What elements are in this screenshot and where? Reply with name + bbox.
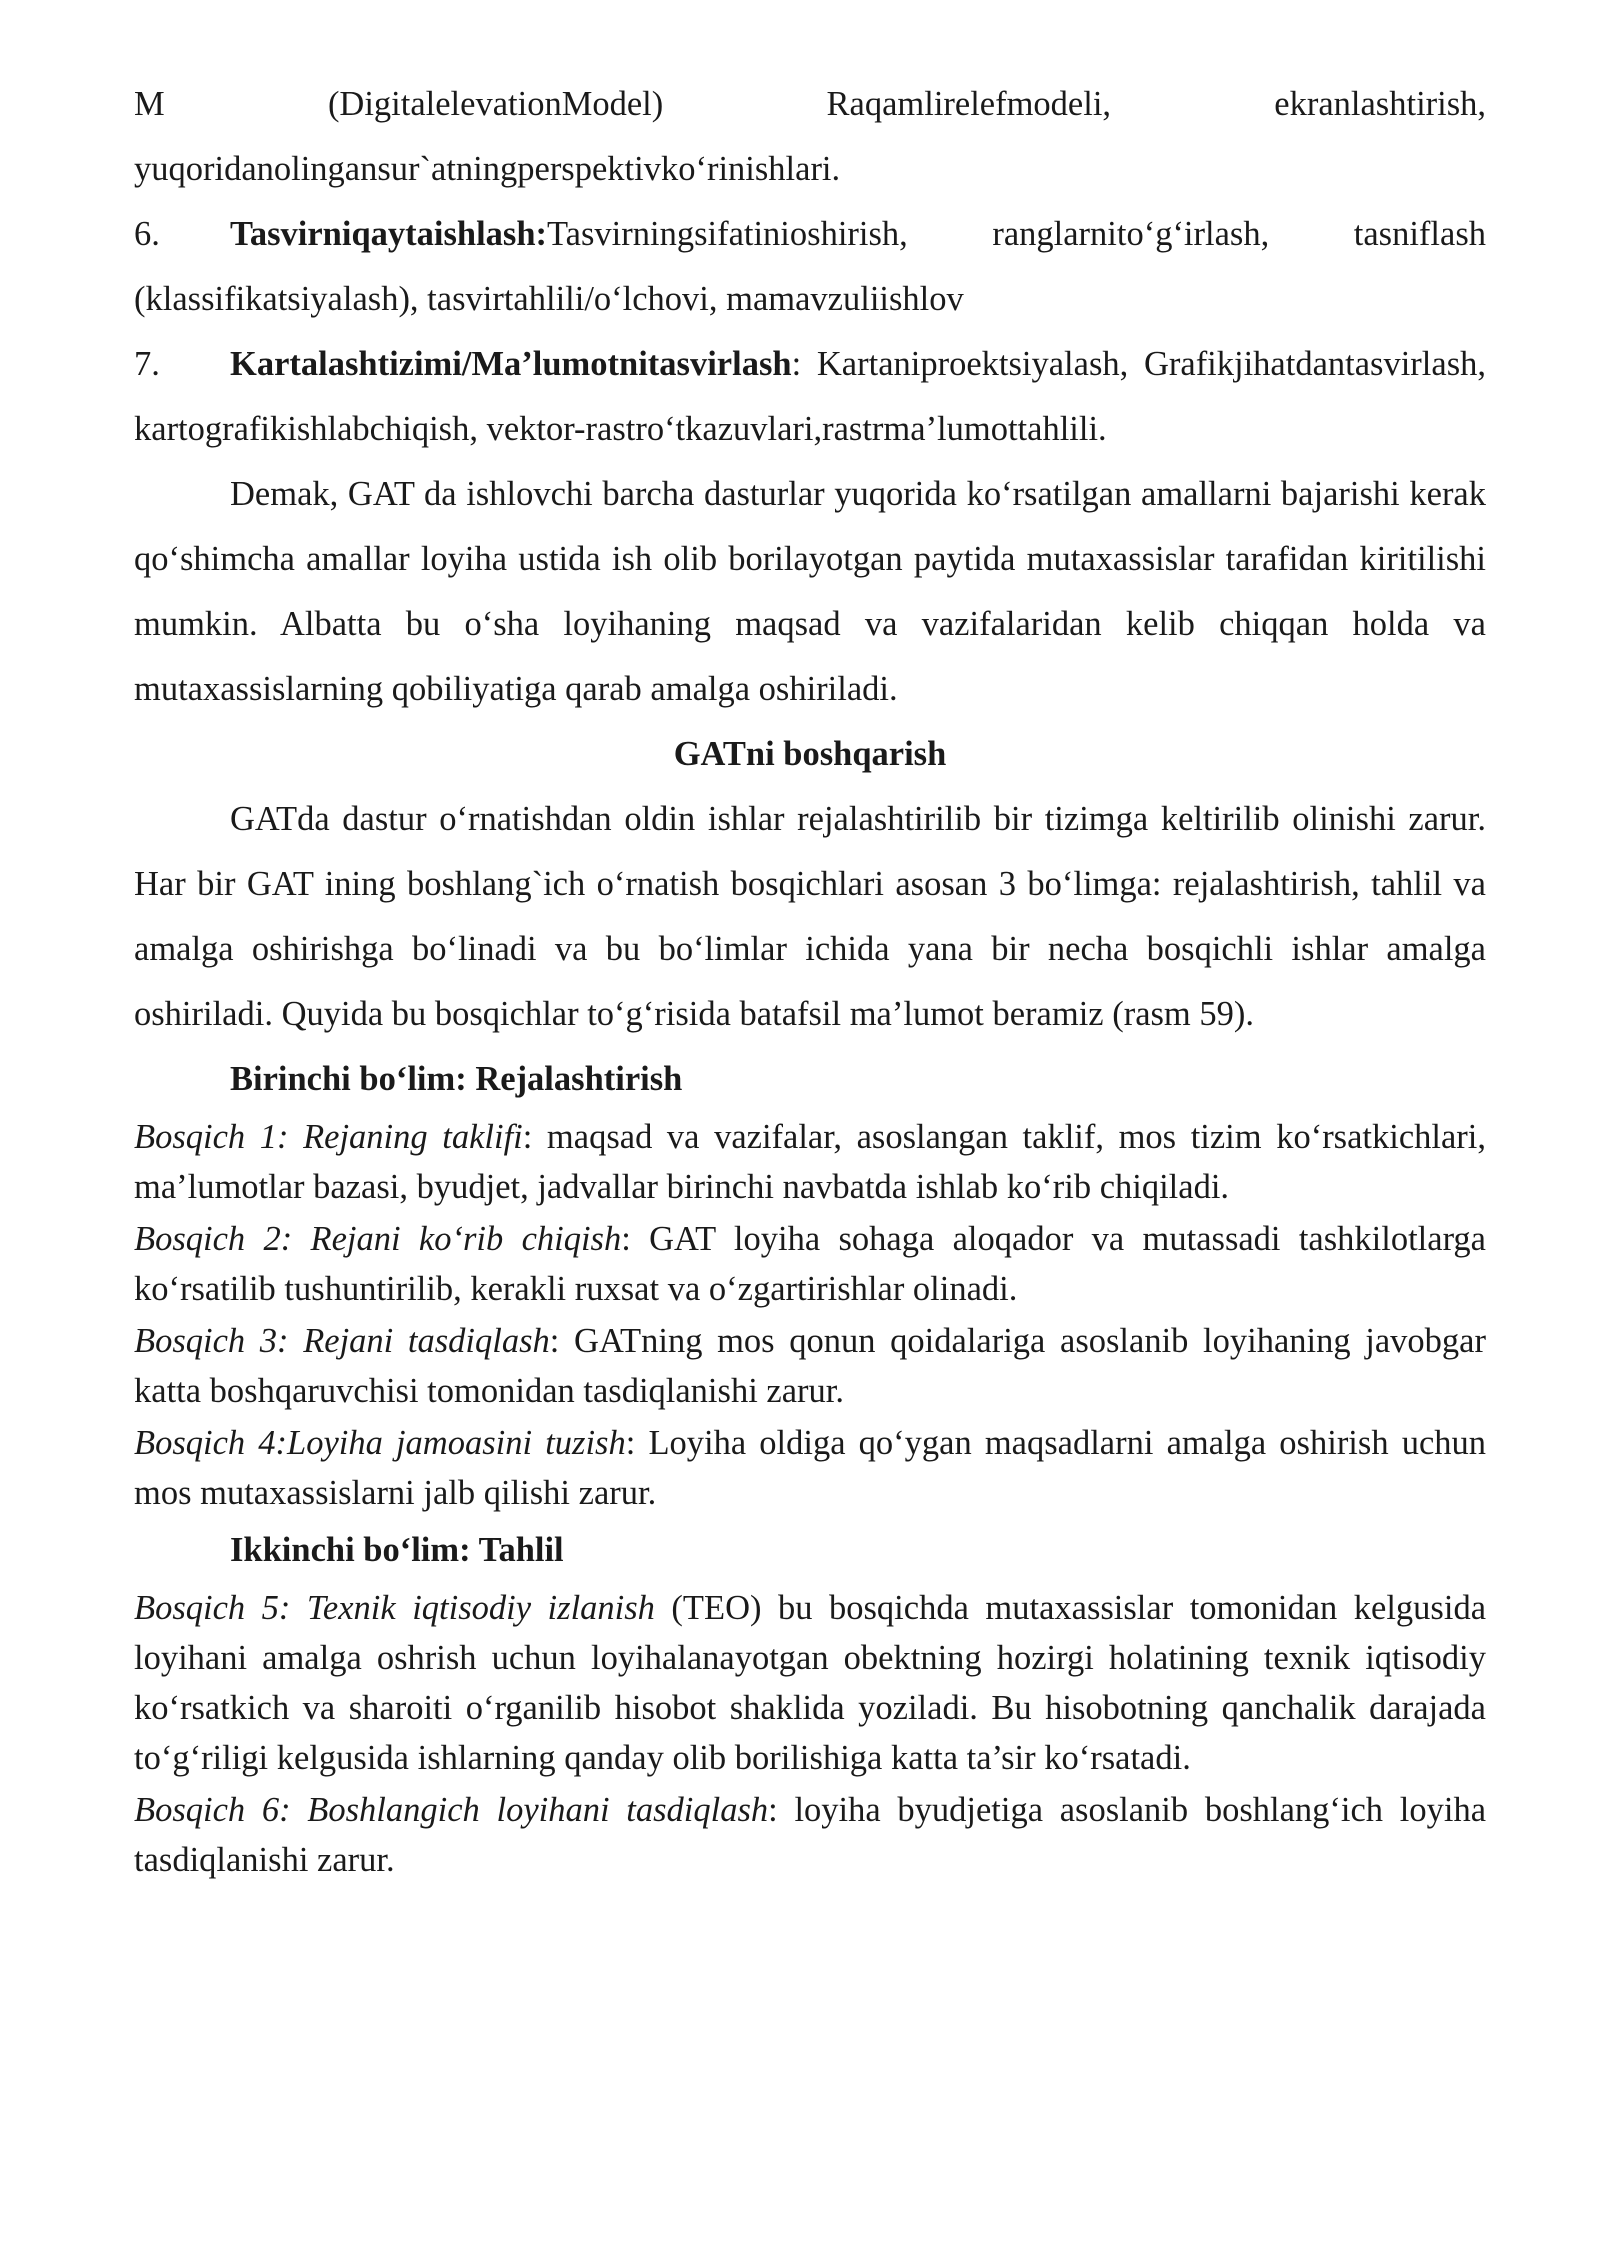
step-1-text: : maqsad va vazifalar, asoslangan taklif, mos tizim ko‘rsatkichlari, ma’lumotlar bazasi, byudjet, jadvallar birinchi navbatda ishlab ko‘rib chiqiladi.	[134, 1118, 1487, 1206]
dem-paren: (DigitalelevationModel)	[327, 85, 664, 123]
paragraph-gatda: GATda dastur o‘rnatishdan oldin ishlar rejalashtirilib bir tizimga keltirilib olinishi zarur. Har bir GAT ining boshlang`ich o‘rnatish bosqichlari asosan 3 bo‘limga: rejalashtirish, tahlil va amalga oshirishga bo‘linadi va bu bo‘limlar ichida yana bir necha bosqichli ishlar amalga oshiriladi. Quyida bu bosqichlar to‘g‘risida batafsil ma’lumot beramiz (rasm 59).	[134, 800, 1486, 1033]
item7-title: Kartalashtizimi/Ma’lumotnitasvirlash	[230, 345, 792, 383]
step-4-label: Bosqich 4:Loyiha jamoasini tuzish	[134, 1424, 626, 1462]
step-5	[134, 1583, 1486, 1783]
item7-text: Kartaniproektsiyalash, Grafikjihatdantasvirlash, kartografikishlabchiqish, vektor-rastro‘tkazuvlari,rastrma’lumottahlili.	[134, 345, 1486, 448]
list-item-dem-line1	[134, 72, 1486, 137]
document-page	[134, 72, 1486, 1885]
list-item-6	[134, 202, 1486, 332]
part2-heading: Ikkinchi bo‘lim: Tahlil	[230, 1531, 564, 1569]
step-6	[134, 1785, 1486, 1885]
item7-colon: :	[791, 345, 802, 383]
item6-text: Tasvirningsifatinioshirish, ranglarnito‘g‘irlash, tasniflash (klassifikatsiyalash), tasvirtahlili/o‘lchovi, mamavzuliishlov	[134, 215, 1486, 318]
step-3-label: Bosqich 3: Rejani tasdiqlash	[134, 1322, 550, 1360]
step-2-text: : GAT loyiha sohaga aloqador va mutassadi tashkilotlarga ko‘rsatilib tushuntirilib, kerakli ruxsat va o‘zgartirishlar olinadi.	[134, 1220, 1486, 1308]
step-4-text: : Loyiha oldiga qo‘ygan maqsadlarni amalga oshirish uchun mos mutaxassislarni jalb qilishi zarur.	[134, 1424, 1487, 1512]
step-6-label: Bosqich 6: Boshlangich loyihani tasdiqlash	[134, 1791, 769, 1829]
step-2	[134, 1214, 1486, 1314]
step-5-label: Bosqich 5: Texnik iqtisodiy izlanish	[134, 1589, 655, 1627]
dem-tail: ekranlashtirish,	[1274, 85, 1487, 123]
step-3-text: : GATning mos qonun qoidalariga asoslanib loyihaning javobgar katta boshqaruvchisi tomonidan tasdiqlanishi zarur.	[134, 1322, 1486, 1410]
part1-heading: Birinchi bo‘lim: Rejalashtirish	[230, 1060, 683, 1098]
paragraph-demak: Demak, GAT da ishlovchi barcha dasturlar yuqorida ko‘rsatilgan amallarni bajarishi kerak qo‘shimcha amallar loyiha ustida ish olib borilayotgan paytida mutaxassislar tarafidan kiritilishi mumkin. Albatta bu o‘sha loyihaning maqsad va vazifalaridan kelib chiqqan holda va mutaxassislarning qobiliyatiga qarab amalga oshiriladi.	[134, 475, 1486, 708]
section-title: GATni boshqarish	[673, 735, 947, 773]
list-item-7	[134, 332, 1486, 462]
item7-number: 7.	[134, 345, 160, 383]
step-1-label: Bosqich 1: Rejaning taklifi	[134, 1118, 523, 1156]
dem-name: Raqamlirelefmodeli,	[826, 85, 1112, 123]
step-6-text: : loyiha byudjetiga asoslanib boshlang‘ich loyiha tasdiqlanishi zarur.	[134, 1791, 1487, 1879]
step-3	[134, 1316, 1486, 1416]
step-1	[134, 1112, 1486, 1212]
item6-title: Tasvirniqaytaishlash:	[230, 215, 548, 253]
list-item-dem-line2: yuqoridanolingansur`atningperspektivko‘rinishlari.	[134, 150, 841, 188]
dem-lead: M	[134, 85, 165, 123]
item6-number: 6.	[134, 215, 160, 253]
step-4	[134, 1418, 1486, 1518]
step-2-label: Bosqich 2: Rejani ko‘rib chiqish	[134, 1220, 622, 1258]
step-5-text: (TEO) bu bosqichda mutaxassislar tomonidan kelgusida loyihani amalga oshrish uchun loyihalanayotgan obektning hozirgi holatining texnik iqtisodiy ko‘rsatkich va sharoiti o‘rganilib hisobot shaklida yoziladi. Bu hisobotning qanchalik darajada to‘g‘riligi kelgusida ishlarning qanday olib borilishiga katta ta’sir ko‘rsatadi.	[134, 1589, 1487, 1777]
